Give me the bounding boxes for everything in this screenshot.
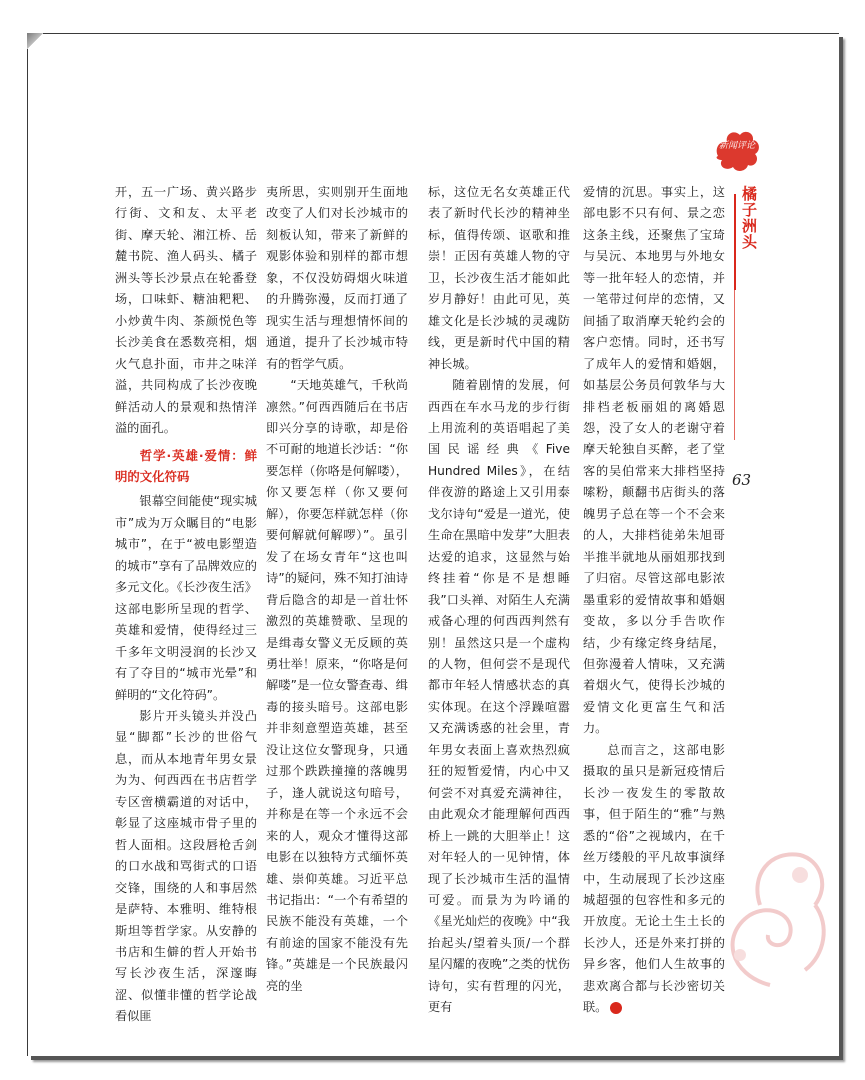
paragraph: 随着剧情的发展，何西西在车水马龙的步行街上用流利的英语唱起了美国民谣经典《Five Hundred Miles》，在结伴夜游的路途上又引用泰戈尔诗句“爱是一道光，使生命在黑暗中发芽”大胆表达爱的追求，这显然与始终挂着“你是不是想睡我”口头禅、对陌生人充满戒备心理的何西西判然有别！虽然这只是一个虚构的人物，但何尝不是现代都市年轻人情感状态的真实体现。在这个浮躁喧嚣又充满诱惑的社会里，青年男女表面上喜欢热烈疯狂的短暂爱情，内心中又何尝不对真爱充满神往，由此观众才能理解何西西桥上一跳的大胆举止！这对年轻人的一见钟情，体现了长沙城市生活的温情可爱。而景为为吟诵的《星光灿烂的夜晚》中“我抬起头/望着头顶/一个群星闪耀的夜晚”之类的忧伤诗句，实有哲理的闪光，更有 — [428, 378, 570, 1015]
paragraph: “天地英雄气，千秋尚凛然。”何西西随后在书店即兴分享的诗歌，却是俗不可耐的地道长沙话：“你要怎样（你咯是何解喽），你又要怎样（你又要何解），你要怎样就怎样（你要何解就何解啰）”。虽引发了在场女青年“这也叫诗”的疑问，殊不知打油诗背后隐含的却是一首壮怀激烈的英雄赞歌、呈现的是缉毒女警义无反顾的英勇壮举！原来，“你咯是何解喽”是一位女警查毒、缉毒的接头暗号。这部电影并非刻意塑造英雄，甚至没让这位女警现身，只通过那个跌跌撞撞的落魄男子，逢人就说这句暗号，并称是在等一个永远不会来的人，观众才懂得这部电影在以独特方式缅怀英雄、崇仰英雄。习近平总书记指出：“一个有希望的民族不能没有英雄，一个有前途的国家不能没有先锋。”英雄是一个民族最闪亮的坐 — [266, 378, 408, 993]
rubric-rule — [734, 194, 736, 290]
svg-text:新闻评论: 新闻评论 — [718, 141, 756, 151]
section-rubric: 橘子洲头 — [740, 186, 758, 250]
page-number: 63 — [732, 471, 752, 489]
paragraph: 银幕空间能使“现实城市”成为万众瞩目的“电影城市”，在于“被电影塑造的城市”享有了品牌效应的多元文化。《长沙夜生活》这部电影所呈现的哲学、英雄和爱情，使得经过三千多年文明浸润的长沙又有了夺目的“城市光晕”和鲜明的“文化符码”。 — [115, 494, 257, 702]
article-column-3 — [428, 182, 570, 1019]
paragraph: 爱情的沉思。事实上，这部电影不只有何、景之恋这条主线，还聚焦了宝琦与吴沅、本地男与外地女等一批年轻人的恋情，并一笔带过何岸的恋情，又间插了取消摩天轮约会的客户恋情。同时，还书写了成年人的爱情和婚姻，如基层公务员何敦华与大排档老板丽姐的离婚恩怨，没了女人的老谢守着摩天轮独自买醉，老了堂客的吴伯常来大排档坚持嗦粉，颠翻书店街头的落魄男子总在等一个不会来的人，大排档徒弟朱旭哥半推半就地从丽姐那找到了归宿。尽管这部电影浓墨重彩的爱情故事和婚姻变故，多以分手告吹作结，少有缘定终身结尾，但弥漫着人情味，又充满着烟火气，使得长沙城的爱情文化更富生气和活力。 — [583, 185, 725, 736]
article-column-4 — [583, 182, 725, 1019]
section-heading: 哲学·英雄·爱情：鲜明的文化符码 — [115, 448, 257, 485]
paragraph-text: 总而言之，这部电影摄取的虽只是新冠疫情后长沙一夜发生的零散故事，但于陌生的“雅”与熟悉的“俗”之视域内，在千丝万缕般的平凡故事演绎中，生动展现了长沙这座城超强的包容性和多元的开放度。无论土生土长的长沙人，还是外来打拼的异乡客，他们人生故事的悲欢离合都与长沙密切关联。 — [583, 742, 725, 1015]
paragraph: 影片开头镜头并没凸显“脚都”长沙的世俗气息，而从本地青年男女景为为、何西西在书店哲学专区啻横霸道的对话中，彰显了这座城市骨子里的哲人面相。这段唇枪舌剑的口水战和骂街式的口语交锋，围绕的人和事居然是萨特、本雅明、维特根斯坦等哲学家。从安静的书店和生僻的哲人开始书写长沙夜生活，深邃晦涩、似懂非懂的哲学论战看似匪 — [115, 708, 257, 1024]
end-mark-icon — [610, 1002, 622, 1014]
paragraph — [583, 740, 725, 1019]
column-logo — [712, 126, 762, 176]
paragraph: 夷所思，实则别开生面地改变了人们对长沙城市的刻板认知，带来了新鲜的观影体验和别样的都市想象，不仅没妨碍烟火味道的升腾弥漫，反而打通了现实生活与理想情怀间的通道，提升了长沙城市特有的哲学气质。 — [266, 185, 408, 371]
paragraph: 标，这位无名女英雄正代表了新时代长沙的精神坐标，值得传颂、讴歌和推崇！正因有英雄人物的守卫，长沙夜生活才能如此岁月静好！由此可见，英雄文化是长沙城的灵魂防线，更是新时代中国的精神长城。 — [428, 185, 570, 371]
article-column-2 — [266, 182, 408, 997]
paragraph: 开，五一广场、黄兴路步行街、文和友、太平老街、摩天轮、湘江桥、岳麓书院、渔人码头、橘子洲头等长沙景点在轮番登场，口味虾、糖油粑粑、小炒黄牛肉、茶颜悦色等长沙美食在悉数亮相，烟火气息扑面，市井之味洋溢，共同构成了长沙夜晚鲜活动人的景观和热情洋溢的面孔。 — [115, 185, 257, 435]
page-fold-corner — [27, 33, 43, 49]
rubric-rule-thin — [734, 290, 735, 440]
article-column-1 — [115, 182, 257, 1028]
